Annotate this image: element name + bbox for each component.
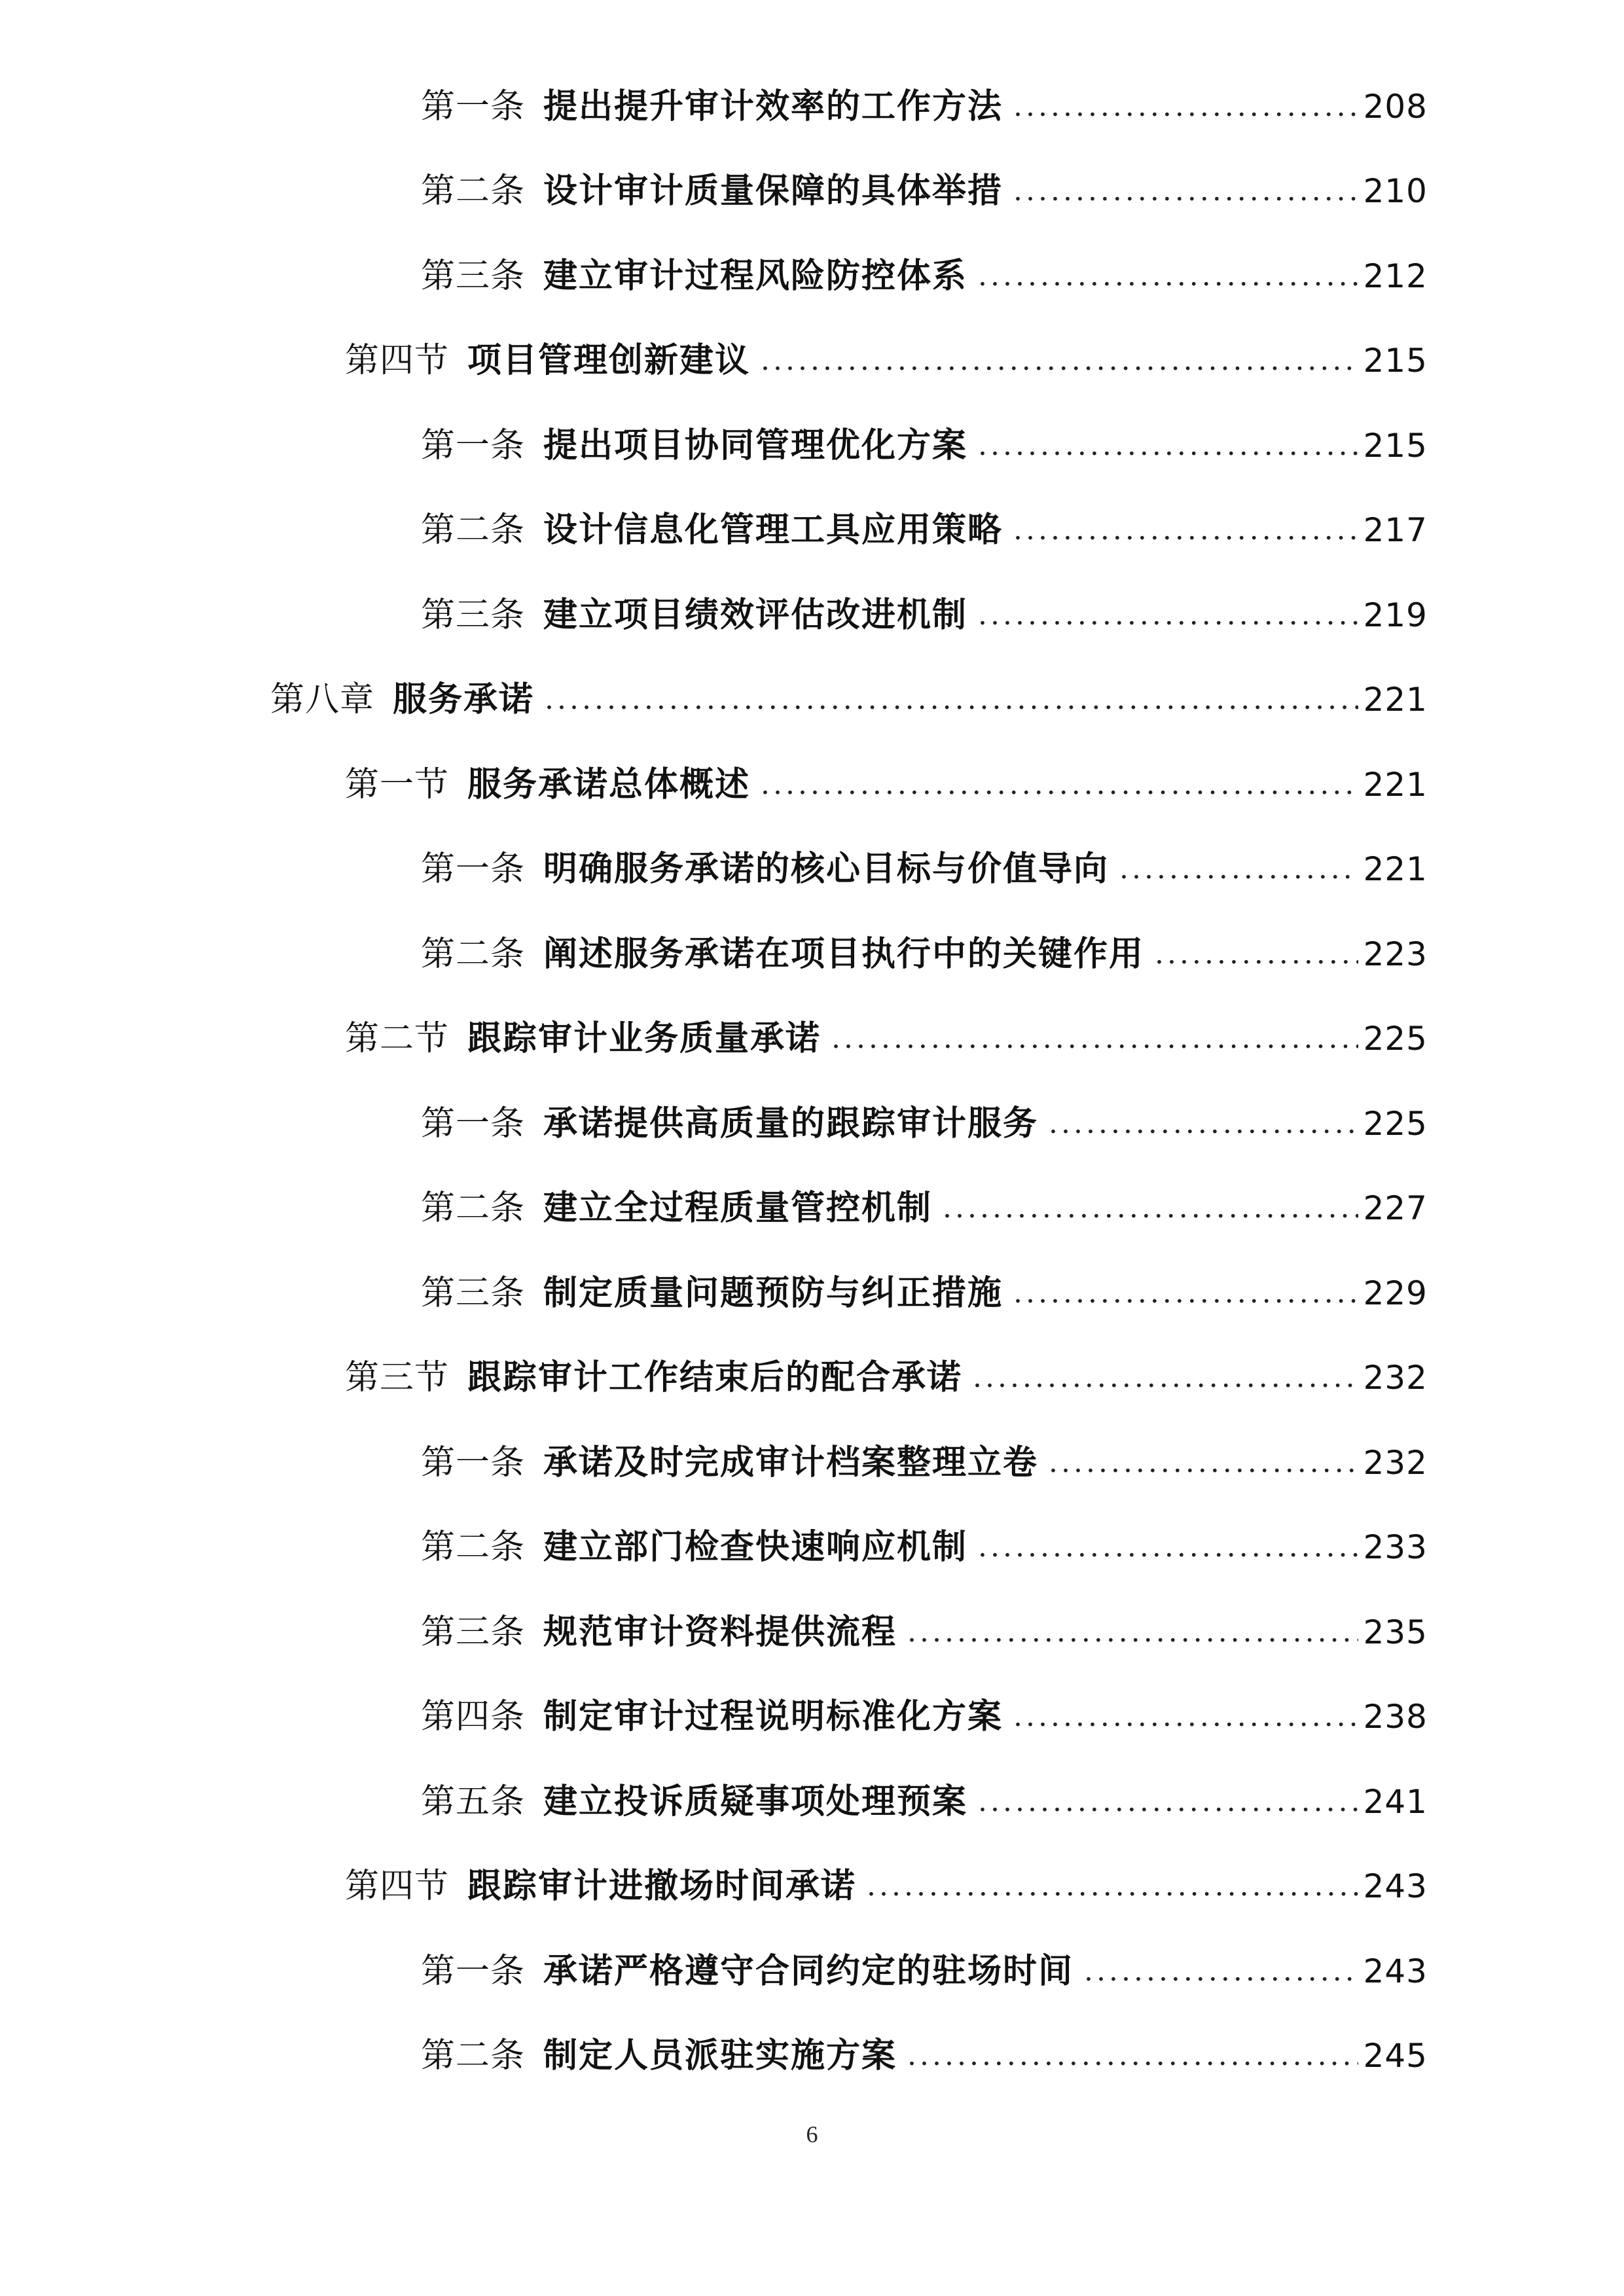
toc-entry-number: 第五条 <box>421 1782 526 1821</box>
dot-leader <box>1049 1448 1358 1477</box>
toc-entry-page-number: 243 <box>1363 1952 1428 1990</box>
toc-entry-section[interactable] <box>0 1844 1624 1929</box>
toc-entry-page-number: 219 <box>1363 596 1428 634</box>
toc-entry-title: 跟踪审计工作结束后的配合承诺 <box>467 1357 963 1398</box>
toc-entry-page-number: 215 <box>1363 342 1428 380</box>
dot-leader <box>907 1618 1358 1647</box>
dot-leader <box>978 262 1358 291</box>
toc-entry-number: 第三条 <box>421 1612 526 1652</box>
toc-entry-page-number: 215 <box>1363 426 1428 465</box>
toc-entry-number: 第二条 <box>421 511 526 550</box>
toc-entry-chapter[interactable] <box>0 658 1624 743</box>
toc-entry-page-number: 245 <box>1363 2037 1428 2075</box>
toc-entry-article[interactable] <box>0 1505 1624 1590</box>
toc-entry-number: 第八章 <box>270 680 375 720</box>
dot-leader <box>1084 1957 1358 1986</box>
toc-entry-title: 项目管理创新建议 <box>467 340 751 381</box>
toc-entry-page-number: 238 <box>1363 1698 1428 1736</box>
toc-entry-article[interactable] <box>0 1675 1624 1760</box>
dot-leader <box>1013 92 1358 121</box>
toc-entry-title: 建立审计过程风险防控体系 <box>543 255 968 296</box>
toc-entry-number: 第四节 <box>345 1867 450 1907</box>
toc-entry-number: 第一条 <box>421 86 526 126</box>
toc-entry-article[interactable] <box>0 234 1624 319</box>
dot-leader <box>761 346 1358 375</box>
toc-entry-number: 第四节 <box>345 341 450 381</box>
toc-entry-section[interactable] <box>0 997 1624 1082</box>
toc-entry-number: 第三条 <box>421 1273 526 1313</box>
dot-leader <box>545 685 1358 714</box>
dot-leader <box>1013 516 1358 545</box>
toc-entry-page-number: 223 <box>1363 935 1428 973</box>
dot-leader <box>978 601 1358 630</box>
toc-entry-title: 建立投诉质疑事项处理预案 <box>543 1781 968 1821</box>
toc-entry-page-number: 233 <box>1363 1528 1428 1567</box>
dot-leader <box>907 2041 1358 2070</box>
toc-entry-number: 第三条 <box>421 595 526 635</box>
toc-entry-number: 第二条 <box>421 171 526 211</box>
toc-entry-article[interactable] <box>0 912 1624 997</box>
toc-entry-page-number: 232 <box>1363 1443 1428 1482</box>
dot-leader <box>1013 1702 1358 1731</box>
toc-entry-number: 第二条 <box>421 1189 526 1229</box>
toc-entry-title: 设计信息化管理工具应用策略 <box>543 510 1003 550</box>
toc-entry-page-number: 217 <box>1363 511 1428 550</box>
toc-entry-number: 第一条 <box>421 1443 526 1482</box>
dot-leader <box>973 1363 1358 1392</box>
toc-entry-title: 建立部门检查快速响应机制 <box>543 1527 968 1568</box>
dot-leader <box>761 770 1358 799</box>
toc-entry-title: 阐述服务承诺在项目执行中的关键作用 <box>543 933 1145 974</box>
toc-entry-article[interactable] <box>0 1166 1624 1251</box>
toc-entry-article[interactable] <box>0 1420 1624 1505</box>
toc-entry-article[interactable] <box>0 64 1624 149</box>
toc-entry-title: 服务承诺总体概述 <box>467 764 751 804</box>
toc-entry-article[interactable] <box>0 573 1624 658</box>
toc-entry-title: 制定人员派驻实施方案 <box>543 2036 897 2076</box>
toc-entry-page-number: 241 <box>1363 1782 1428 1821</box>
dot-leader <box>1049 1109 1358 1138</box>
toc-entry-title: 提出提升审计效率的工作方法 <box>543 86 1003 126</box>
toc-entry-title: 规范审计资料提供流程 <box>543 1611 897 1652</box>
toc-entry-title: 承诺及时完成审计档案整理立卷 <box>543 1442 1039 1482</box>
toc-entry-article[interactable] <box>0 488 1624 573</box>
toc-entry-number: 第一条 <box>421 850 526 889</box>
toc-entry-number: 第一条 <box>421 1951 526 1991</box>
toc-entry-page-number: 232 <box>1363 1359 1428 1397</box>
toc-entry-article[interactable] <box>0 1081 1624 1166</box>
dot-leader <box>1119 855 1358 884</box>
toc-entry-article[interactable] <box>0 1759 1624 1844</box>
dot-leader <box>978 1533 1358 1562</box>
toc-entry-title: 建立项目绩效评估改进机制 <box>543 594 968 635</box>
toc-entry-number: 第二节 <box>345 1019 450 1059</box>
dot-leader <box>1013 177 1358 206</box>
toc-entry-title: 承诺提供高质量的跟踪审计服务 <box>543 1103 1039 1143</box>
toc-entry-number: 第一节 <box>345 764 450 804</box>
toc-entry-title: 明确服务承诺的核心目标与价值导向 <box>543 849 1110 889</box>
toc-entry-page-number: 208 <box>1363 87 1428 126</box>
toc-entry-page-number: 212 <box>1363 257 1428 295</box>
toc-entry-section[interactable] <box>0 319 1624 404</box>
toc-entry-number: 第四条 <box>421 1697 526 1737</box>
toc-entry-title: 承诺严格遵守合同约定的驻场时间 <box>543 1950 1074 1991</box>
toc-entry-title: 提出项目协同管理优化方案 <box>543 425 968 465</box>
toc-entry-article[interactable] <box>0 2014 1624 2099</box>
toc-entry-page-number: 227 <box>1363 1189 1428 1228</box>
toc-entry-number: 第二条 <box>421 934 526 974</box>
toc-entry-page-number: 210 <box>1363 172 1428 211</box>
page-number: 6 <box>806 2121 818 2147</box>
toc-entry-page-number: 221 <box>1363 850 1428 889</box>
toc-entry-title: 建立全过程质量管控机制 <box>543 1188 933 1229</box>
toc-entry-article[interactable] <box>0 1590 1624 1675</box>
toc-entry-number: 第三节 <box>345 1358 450 1398</box>
toc-entry-page-number: 225 <box>1363 1104 1428 1143</box>
toc-entry-title: 设计审计质量保障的具体举措 <box>543 171 1003 211</box>
toc-entry-number: 第二条 <box>421 2036 526 2076</box>
toc-entry-title: 制定质量问题预防与纠正措施 <box>543 1272 1003 1313</box>
toc-entry-page-number: 235 <box>1363 1613 1428 1651</box>
dot-leader <box>867 1872 1358 1901</box>
toc-entry-number: 第一条 <box>421 1103 526 1143</box>
toc-entry-title: 服务承诺 <box>393 679 535 720</box>
toc-entry-number: 第三条 <box>421 256 526 296</box>
toc-entry-article[interactable] <box>0 827 1624 912</box>
dot-leader <box>1013 1279 1358 1308</box>
toc-entry-number: 第一条 <box>421 425 526 465</box>
dot-leader <box>943 1194 1358 1223</box>
toc-entry-page-number: 221 <box>1363 765 1428 804</box>
toc-entry-title: 跟踪审计业务质量承诺 <box>467 1018 821 1059</box>
toc-entry-article[interactable] <box>0 1251 1624 1336</box>
table-of-contents <box>0 64 1624 2098</box>
toc-entry-article[interactable] <box>0 1929 1624 2014</box>
toc-entry-title: 跟踪审计进撤场时间承诺 <box>467 1866 857 1907</box>
toc-entry-page-number: 243 <box>1363 1867 1428 1906</box>
toc-entry-article[interactable] <box>0 149 1624 234</box>
dot-leader <box>978 431 1358 460</box>
toc-entry-page-number: 225 <box>1363 1020 1428 1058</box>
toc-entry-article[interactable] <box>0 403 1624 488</box>
toc-entry-section[interactable] <box>0 1336 1624 1421</box>
toc-entry-page-number: 221 <box>1363 681 1428 719</box>
dot-leader <box>978 1787 1358 1816</box>
toc-entry-title: 制定审计过程说明标准化方案 <box>543 1696 1003 1737</box>
dot-leader <box>831 1024 1358 1053</box>
toc-entry-section[interactable] <box>0 742 1624 827</box>
toc-entry-number: 第二条 <box>421 1528 526 1568</box>
toc-entry-page-number: 229 <box>1363 1274 1428 1312</box>
dot-leader <box>1155 940 1358 969</box>
